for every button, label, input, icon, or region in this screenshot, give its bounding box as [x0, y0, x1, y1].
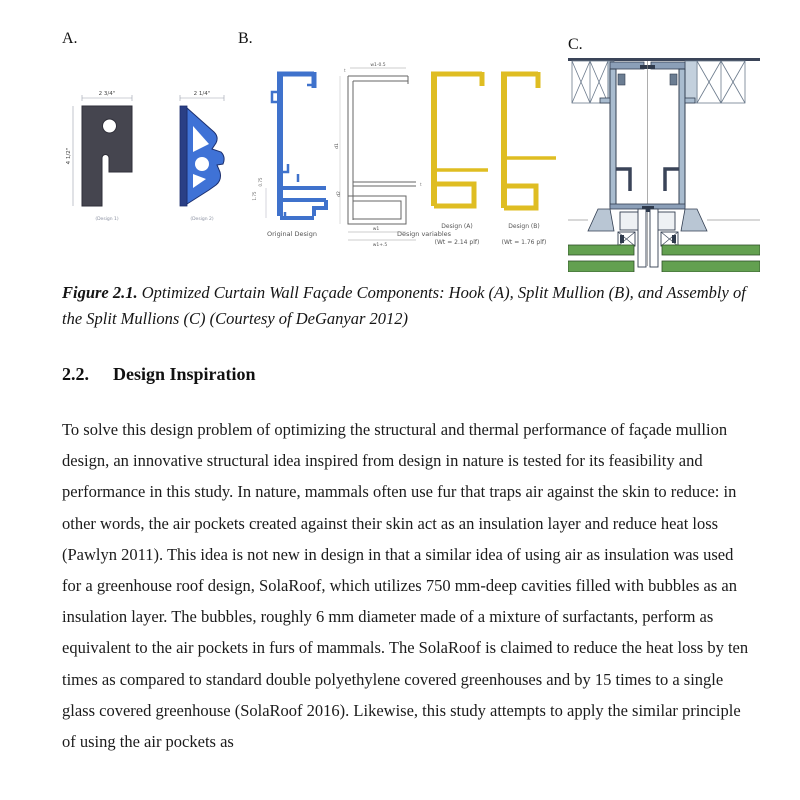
dim-w1p-label: w1+.5 — [372, 243, 388, 248]
left-hatch-panel — [572, 61, 608, 103]
original-design-label: Original Design — [267, 230, 317, 238]
hook-diagram — [58, 88, 238, 233]
glazing-band-right-1 — [662, 245, 760, 255]
panel-b-label: B. — [238, 30, 253, 47]
anchor-bolt-left — [618, 74, 625, 85]
center-connector-left — [638, 209, 646, 267]
header-bar-right — [651, 62, 685, 69]
clamp-wing-left — [588, 209, 614, 231]
hook1-side-dimension: 4 1/2" — [66, 147, 72, 165]
design-b-weight: (Wt = 1.76 plf) — [501, 239, 547, 246]
design-variables-profile — [340, 68, 416, 240]
hook2-shape — [187, 108, 224, 204]
dim-top-label: w1-0.5 — [370, 63, 386, 68]
design-variables-label: Design variables — [396, 230, 452, 238]
split-mullion-diagram — [248, 56, 563, 261]
inner-hook-left — [616, 169, 630, 191]
hook2-hole — [195, 157, 209, 171]
dim-w1-label: w1 — [372, 227, 380, 232]
figure-caption-lead: Figure 2.1. — [62, 283, 138, 302]
hook-design-1 — [66, 91, 132, 222]
right-hatch-panel — [697, 61, 745, 103]
figure-caption — [62, 280, 746, 331]
assembly-section-diagram — [568, 54, 760, 272]
original-dim-075: 0.75 — [258, 177, 263, 187]
anchor-bolt-right — [670, 74, 677, 85]
dim-t-label-1: t — [344, 68, 346, 73]
figure-caption-text: Optimized Curtain Wall Façade Components: Hook (A), Split Mullion (B), and Assembly of the Split Mullions (C) (Courtesy of DeGanyar 2012) — [62, 283, 746, 328]
mullion-wall-left — [610, 69, 616, 207]
dim-t-label-2: t — [420, 182, 422, 187]
hook1-top-dimension: 2 3/4" — [98, 91, 116, 97]
dim-d2-label: d2 — [337, 191, 342, 197]
section-number: 2.2. — [62, 364, 89, 384]
design-a-weight: (Wt = 2.14 plf) — [434, 239, 480, 246]
dim-d1-label: d1 — [335, 143, 340, 149]
clamp-chamber-left — [620, 212, 640, 230]
glazing-band-left-2 — [568, 261, 634, 272]
panel-a-label: A. — [62, 30, 78, 47]
section-heading — [62, 364, 256, 385]
center-connector-right — [650, 209, 658, 267]
inner-hook-right — [665, 169, 679, 191]
section-title: Design Inspiration — [113, 364, 256, 384]
design-b-profile — [501, 72, 556, 208]
hook-design-2 — [180, 91, 224, 222]
original-design-profile — [272, 72, 326, 218]
hook1-caption: (Design 1) — [95, 217, 119, 222]
glazing-band-left-1 — [568, 245, 634, 255]
bolt-box-left — [618, 232, 635, 246]
original-dim-175: 1.75 — [252, 191, 257, 201]
glazing-band-right-2 — [662, 261, 760, 272]
mullion-wall-right — [679, 69, 685, 207]
clamp-wing-right — [681, 209, 707, 231]
hook2-spine — [180, 106, 187, 206]
top-slab-line — [568, 58, 760, 61]
design-a-label: Design (A) — [441, 223, 473, 230]
hook2-top-dimension: 2 1/4" — [193, 91, 211, 97]
hook2-caption: (Design 2) — [190, 217, 214, 222]
design-a-profile — [431, 72, 488, 206]
body-paragraph: To solve this design problem of optimizing the structural and thermal performance of façade mullion design, an innovative structural idea inspired from design in nature is tested for its feasibility and performance in this study. In nature, mammals often use fur that traps air against the skin to reduce: in other words, the air pockets created against their skin act as an insulation layer and reduce heat loss (Pawlyn 2011). This idea is not new in design in that a similar idea of using air as insulation was used for a greenhouse roof design, SolaRoof, which utilizes 750 mm-deep cavities filled with bubbles as an insulation layer. The bubbles, roughly 6 mm diameter made of a mixture of surfactants, perform as equivalent to the air pockets in furs of mammals. The SolaRoof is claimed to reduce the heat loss by ten times as compared to standard double polyethylene covered greenhouses and by 15 times to a single glass covered greenhouse (SolaRoof 2016). Likewise, this study attempts to apply the similar principle of using the air pockets as — [62, 420, 749, 752]
hook1-hole — [103, 119, 117, 133]
design-b-label: Design (B) — [508, 223, 540, 230]
panel-c-label: C. — [568, 36, 583, 53]
header-bar-left — [610, 62, 644, 69]
bolt-box-right — [661, 232, 678, 246]
